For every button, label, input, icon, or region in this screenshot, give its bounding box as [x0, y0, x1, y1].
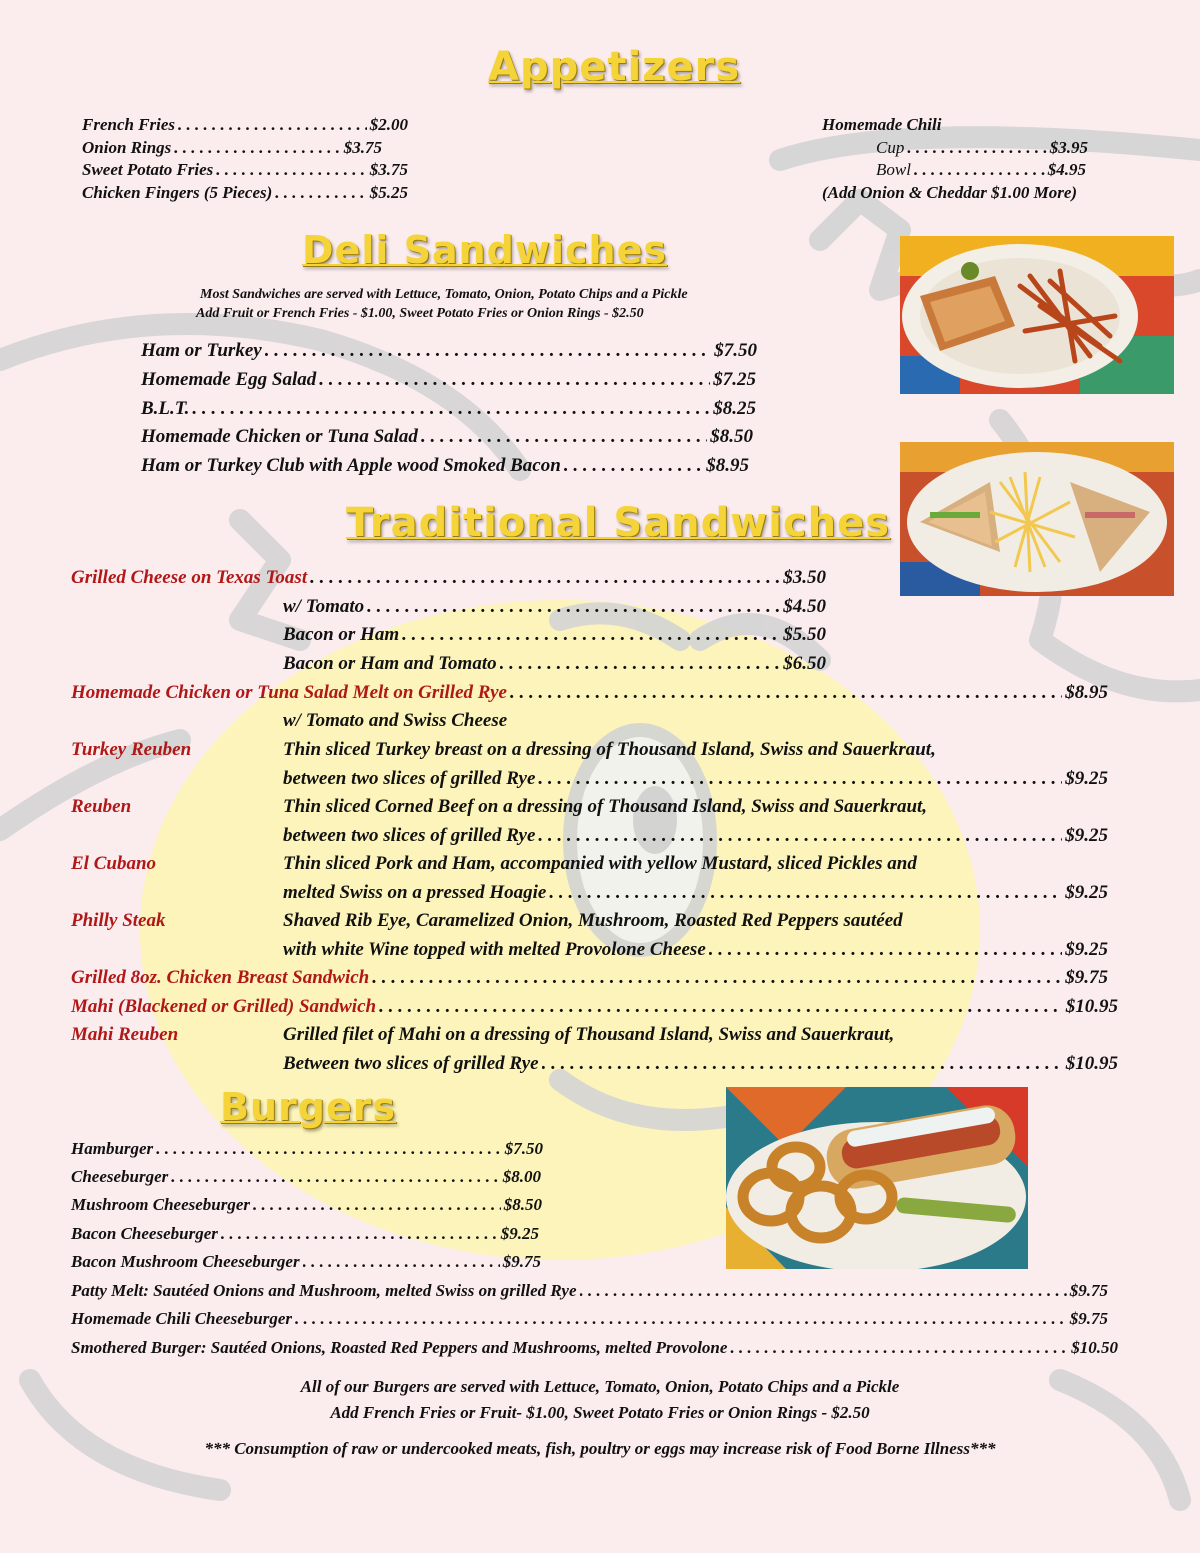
list-item: Bacon or Ham . . . $5.50	[283, 624, 826, 646]
burgers-note: All of our Burgers are served with Lettuce, Tomato, Onion, Potato Chips and a Pickle	[300, 1377, 900, 1396]
list-item: Homemade Chicken or Tuna Salad . . . $8.50	[141, 426, 753, 448]
deli-note: Most Sandwiches are served with Lettuce, Tomato, Onion, Potato Chips and a Pickle	[200, 287, 688, 302]
list-item: Onion Rings . . . $3.75	[82, 138, 382, 158]
list-item: Sweet Potato Fries . . . $3.75	[82, 160, 408, 180]
disclaimer: *** Consumption of raw or undercooked meats, fish, poultry or eggs may increase risk of Food Borne Illness***	[204, 1439, 996, 1458]
list-item: Between two slices of grilled Rye . . . $10.95	[283, 1053, 1118, 1075]
item-description: Thin sliced Pork and Ham, accompanied with yellow Mustard, sliced Pickles and	[283, 853, 917, 874]
list-item: between two slices of grilled Rye . . . $9.25	[283, 768, 1108, 790]
list-item: Ham or Turkey Club with Apple wood Smoked Bacon . . . $8.95	[141, 455, 749, 477]
list-item: Bacon or Ham and Tomato . . . $6.50	[283, 653, 826, 675]
item-description: Shaved Rib Eye, Caramelized Onion, Mushroom, Roasted Red Peppers sautéed	[283, 910, 903, 931]
philly-onion-rings-photo	[726, 1087, 1028, 1269]
list-item: Patty Melt: Sautéed Onions and Mushroom, melted Swiss on grilled Rye . . . $9.75	[71, 1281, 1108, 1301]
list-item: Chicken Fingers (5 Pieces) . . . $5.25	[82, 183, 408, 203]
list-item: B.L.T. . . . $8.25	[141, 398, 756, 420]
burgers-heading: Burgers	[220, 1085, 397, 1129]
list-item: Grilled 8oz. Chicken Breast Sandwich . . . $9.75	[71, 967, 1108, 989]
list-item: Homemade Egg Salad . . . $7.25	[141, 369, 756, 391]
list-item: Grilled Cheese on Texas Toast . . . $3.50	[71, 567, 826, 589]
item-name: Turkey Reuben	[71, 739, 192, 760]
list-item: with white Wine topped with melted Provolone Cheese . . . $9.25	[283, 939, 1108, 961]
list-item: Cheeseburger . . . $8.00	[71, 1167, 541, 1187]
list-item: Mushroom Cheeseburger . . . $8.50	[71, 1195, 542, 1215]
item-name: El Cubano	[71, 853, 157, 874]
chili-title: Homemade Chili	[822, 115, 942, 134]
chili-cup: Cup . . . $3.95	[876, 138, 1088, 158]
chili-bowl: Bowl . . . $4.95	[876, 160, 1086, 180]
burgers-note: Add French Fries or Fruit- $1.00, Sweet Potato Fries or Onion Rings - $2.50	[330, 1403, 870, 1422]
list-item: French Fries . . . $2.00	[82, 115, 408, 135]
item-description: Grilled filet of Mahi on a dressing of Thousand Island, Swiss and Sauerkraut,	[283, 1024, 895, 1045]
item-description: w/ Tomato and Swiss Cheese	[283, 710, 508, 731]
traditional-heading: Traditional Sandwiches	[346, 500, 891, 546]
item-name: Reuben	[71, 796, 132, 817]
item-name: Philly Steak	[71, 910, 166, 931]
list-item: Bacon Cheeseburger . . . $9.25	[71, 1224, 539, 1244]
item-description: Thin sliced Turkey breast on a dressing of Thousand Island, Swiss and Sauerkraut,	[283, 739, 936, 760]
list-item: between two slices of grilled Rye . . . $9.25	[283, 825, 1108, 847]
deli-note: Add Fruit or French Fries - $1.00, Sweet Potato Fries or Onion Rings - $2.50	[196, 306, 644, 321]
item-name: Mahi Reuben	[71, 1024, 179, 1045]
item-description: Thin sliced Corned Beef on a dressing of Thousand Island, Swiss and Sauerkraut,	[283, 796, 928, 817]
list-item: Hamburger . . . $7.50	[71, 1139, 543, 1159]
club-sandwich-photo	[900, 442, 1174, 596]
list-item: Smothered Burger: Sautéed Onions, Roasted Red Peppers and Mushrooms, melted Provolone . . . $10.50	[71, 1338, 1118, 1358]
appetizers-heading: Appetizers	[488, 44, 741, 90]
list-item: Homemade Chili Cheeseburger . . . $9.75	[71, 1309, 1108, 1329]
list-item: Mahi (Blackened or Grilled) Sandwich . . . $10.95	[71, 996, 1118, 1018]
list-item: Ham or Turkey . . . $7.50	[141, 340, 757, 362]
list-item: Bacon Mushroom Cheeseburger . . . $9.75	[71, 1252, 541, 1272]
panini-photo	[900, 236, 1174, 394]
deli-heading: Deli Sandwiches	[302, 228, 667, 272]
list-item: melted Swiss on a pressed Hoagie . . . $9.25	[283, 882, 1108, 904]
list-item: w/ Tomato . . . $4.50	[283, 596, 826, 618]
list-item: Homemade Chicken or Tuna Salad Melt on Grilled Rye . . . $8.95	[71, 682, 1108, 704]
chili-note: (Add Onion & Cheddar $1.00 More)	[822, 183, 1078, 202]
